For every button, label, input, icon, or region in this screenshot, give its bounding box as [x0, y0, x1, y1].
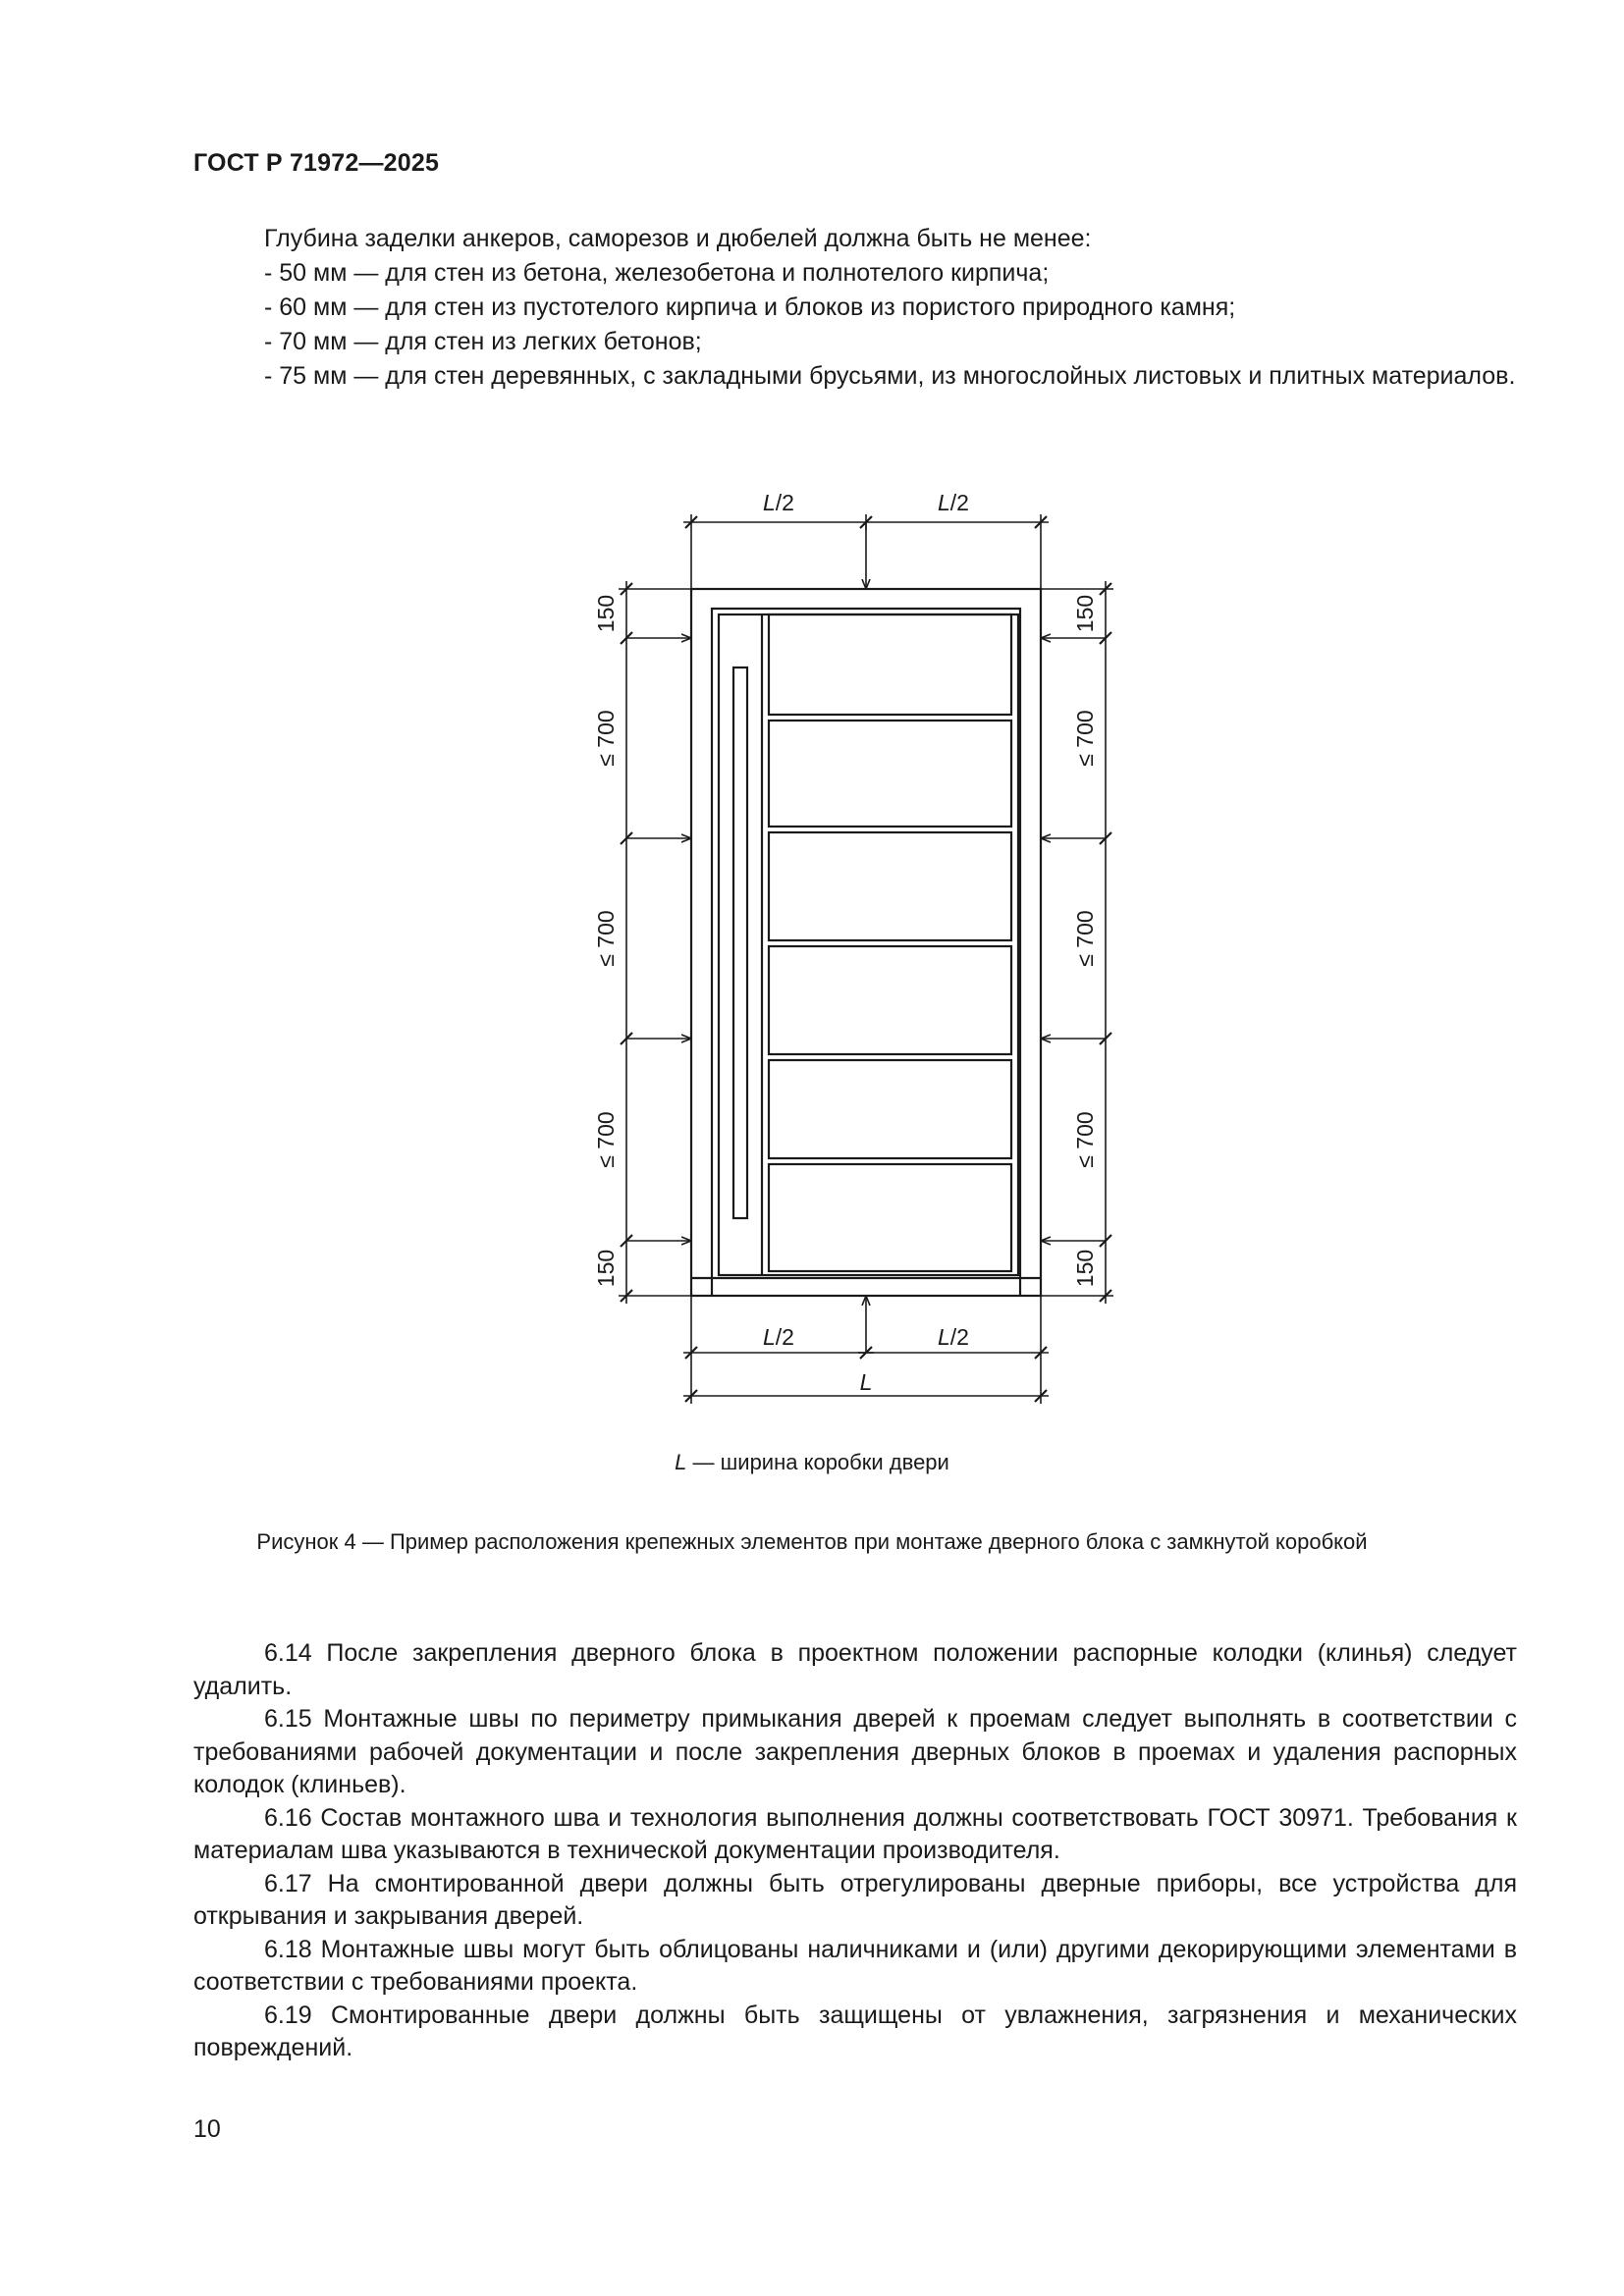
left-dimension [619, 581, 691, 1304]
paragraph-6-19: 6.19 Смонтированные двери должны быть защищены от увлажнения, загрязнения и механических повреждений. [193, 2001, 1517, 2061]
dim-label-top-right: L/2 [938, 490, 969, 515]
depth-item-light-concrete: - 70 мм — для стен из легких бетонов; [264, 328, 702, 355]
door-block-fastening-diagram [569, 481, 1119, 1423]
dim-label-left-top-150: 150 [593, 594, 619, 633]
installation-requirements [193, 1637, 1517, 2065]
glass-panel [769, 832, 1011, 940]
glass-panel [769, 614, 1011, 715]
depth-item-concrete: - 50 мм — для стен из бетона, железобетона и полнотелого кирпича; [264, 259, 1050, 287]
dim-label-left-bottom-150: 150 [593, 1249, 619, 1288]
top-dimension [683, 514, 1049, 589]
dim-label-right-700-2: ≤ 700 [1072, 910, 1098, 967]
legend-symbol: L [675, 1450, 687, 1474]
legend-text: — ширина коробки двери [686, 1450, 949, 1474]
frame-outer [691, 589, 1041, 1296]
glass-panel [769, 1164, 1011, 1271]
dim-label-left-700-1: ≤ 700 [593, 710, 619, 767]
dim-label-left-700-2: ≤ 700 [593, 910, 619, 967]
paragraph-6-18: 6.18 Монтажные швы могут быть облицованы наличниками и (или) другими декорирующими элементами в соответствии с требованиями проекта. [193, 1935, 1517, 1996]
dim-label-left-700-3: ≤ 700 [593, 1111, 619, 1168]
dim-label-right-bottom-150: 150 [1072, 1249, 1098, 1288]
dim-label-top-left: L/2 [763, 490, 794, 515]
dim-label-right-700-3: ≤ 700 [1072, 1111, 1098, 1168]
depth-item-hollow-brick: - 60 мм — для стен из пустотелого кирпича и блоков из пористого природного камня; [264, 294, 1236, 321]
frame-inner [712, 609, 1020, 1296]
anchor-depth-section [193, 222, 1517, 394]
glazing-panels [769, 614, 1011, 1271]
glass-panel [769, 721, 1011, 827]
dim-label-bottom-right: L/2 [938, 1324, 969, 1350]
dim-label-right-700-1: ≤ 700 [1072, 710, 1098, 767]
dim-label-bottom-left: L/2 [763, 1324, 794, 1350]
door-frame [691, 589, 1041, 1296]
document-header: ГОСТ Р 71972—2025 [193, 149, 440, 177]
paragraph-6-16: 6.16 Состав монтажного шва и технология выполнения должны соответствовать ГОСТ 30971. Требования к материалам шва указываются в технической документации производителя. [193, 1803, 1517, 1864]
dim-label-total-width: L [859, 1369, 873, 1395]
paragraph-6-17: 6.17 На смонтированной двери должны быть отрегулированы дверные приборы, все устройства для открывания и закрывания дверей. [193, 1869, 1517, 1930]
dim-label-right-top-150: 150 [1072, 594, 1098, 633]
page-number: 10 [193, 2115, 221, 2143]
intro-lead: Глубина заделки анкеров, саморезов и дюбелей должна быть не менее: [264, 225, 1092, 252]
figure-caption: Рисунок 4 — Пример расположения крепежных элементов при монтаже дверного блока с замкнутой коробкой [256, 1529, 1368, 1554]
glass-panel [769, 1060, 1011, 1158]
depth-item-wooden: - 75 мм — для стен деревянных, с закладными брусьями, из многослойных листовых и плитных материалов. [264, 362, 1516, 390]
figure-legend [0, 1450, 1624, 1475]
glass-panel [769, 946, 1011, 1054]
door-handle [733, 667, 747, 1218]
paragraph-6-15: 6.15 Монтажные швы по периметру примыкания дверей к проемам следует выполнять в соответствии с требованиями рабочей документации и после закрепления дверных блоков в проемах и удаления распорных колодок (клиньев). [193, 1705, 1517, 1798]
paragraph-6-14: 6.14 После закрепления дверного блока в проектном положении распорные колодки (клинья) следует удалить. [193, 1639, 1517, 1700]
